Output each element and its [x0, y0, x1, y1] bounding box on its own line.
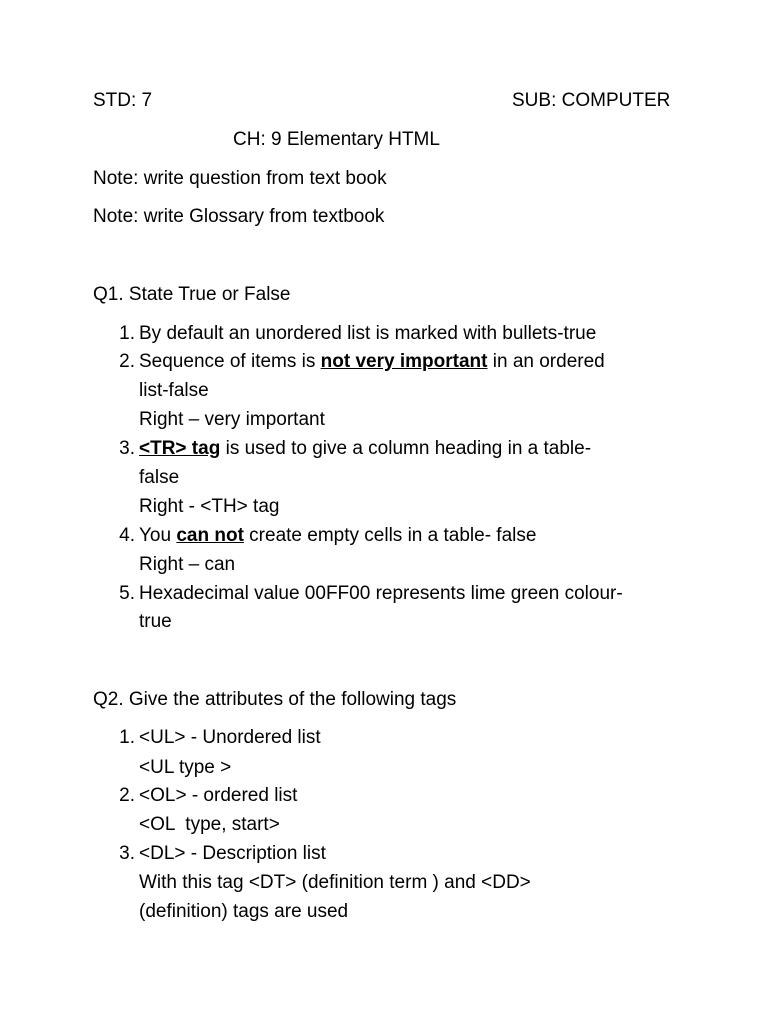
- note-1: Note: write question from text book: [93, 168, 387, 189]
- chapter-title: CH: 9 Elementary HTML: [233, 129, 440, 150]
- list-number: 2.: [119, 785, 135, 806]
- q1-item-3-cont-2: Right - <TH> tag: [139, 496, 280, 517]
- q2-item-3-cont-2: (definition) tags are used: [139, 901, 349, 922]
- item-text: <OL> - ordered list: [139, 785, 298, 806]
- q1-item-1: [113, 322, 596, 346]
- item-text: <DL> - Description list: [139, 843, 326, 864]
- subject-label: SUB: COMPUTER: [512, 90, 671, 111]
- item-text-emphasis: <TR> tag: [139, 438, 221, 459]
- item-text: By default an unordered list is marked with bullets-true: [139, 323, 597, 344]
- item-text-post: create empty cells in a table- false: [243, 525, 537, 546]
- q1-item-3-cont-1: false: [139, 467, 180, 488]
- q1-item-2-cont-1: list-false: [139, 380, 209, 401]
- list-number: 1.: [119, 323, 135, 344]
- q2-item-3: [113, 842, 326, 866]
- q2-item-2-cont-1: <OL type, start>: [139, 814, 280, 835]
- item-text-emphasis: can not: [176, 525, 244, 546]
- q2-title: Q2. Give the attributes of the following tags: [93, 689, 457, 710]
- item-text-post: in an ordered: [487, 351, 605, 372]
- q2-item-2: [113, 784, 297, 808]
- item-text-pre: You: [139, 525, 177, 546]
- note-2: Note: write Glossary from textbook: [93, 206, 385, 227]
- q1-item-4: [113, 524, 536, 548]
- item-text-emphasis: not very important: [320, 351, 488, 372]
- list-number: 3.: [119, 438, 135, 459]
- list-number: 1.: [119, 727, 135, 748]
- q1-title: Q1. State True or False: [93, 284, 291, 305]
- item-text-pre: Sequence of items is: [139, 351, 321, 372]
- q1-item-5-cont-1: true: [139, 611, 172, 632]
- std-label: STD: 7: [93, 90, 153, 111]
- item-text: Hexadecimal value 00FF00 represents lime green colour-: [139, 583, 623, 604]
- q1-item-5: [113, 582, 623, 606]
- item-text-post: is used to give a column heading in a table-: [220, 438, 592, 459]
- q2-item-1: [113, 726, 321, 750]
- q2-item-1-cont-1: <UL type >: [139, 757, 232, 778]
- q1-item-2-cont-2: Right – very important: [139, 409, 325, 430]
- q1-item-2: [113, 350, 605, 374]
- q1-item-3: [113, 437, 591, 461]
- list-number: 4.: [119, 525, 135, 546]
- list-number: 3.: [119, 843, 135, 864]
- q2-item-3-cont-1: With this tag <DT> (definition term ) and <DD>: [139, 872, 531, 893]
- list-number: 5.: [119, 583, 135, 604]
- list-number: 2.: [119, 351, 135, 372]
- item-text: <UL> - Unordered list: [139, 727, 321, 748]
- q1-item-4-cont-1: Right – can: [139, 554, 236, 575]
